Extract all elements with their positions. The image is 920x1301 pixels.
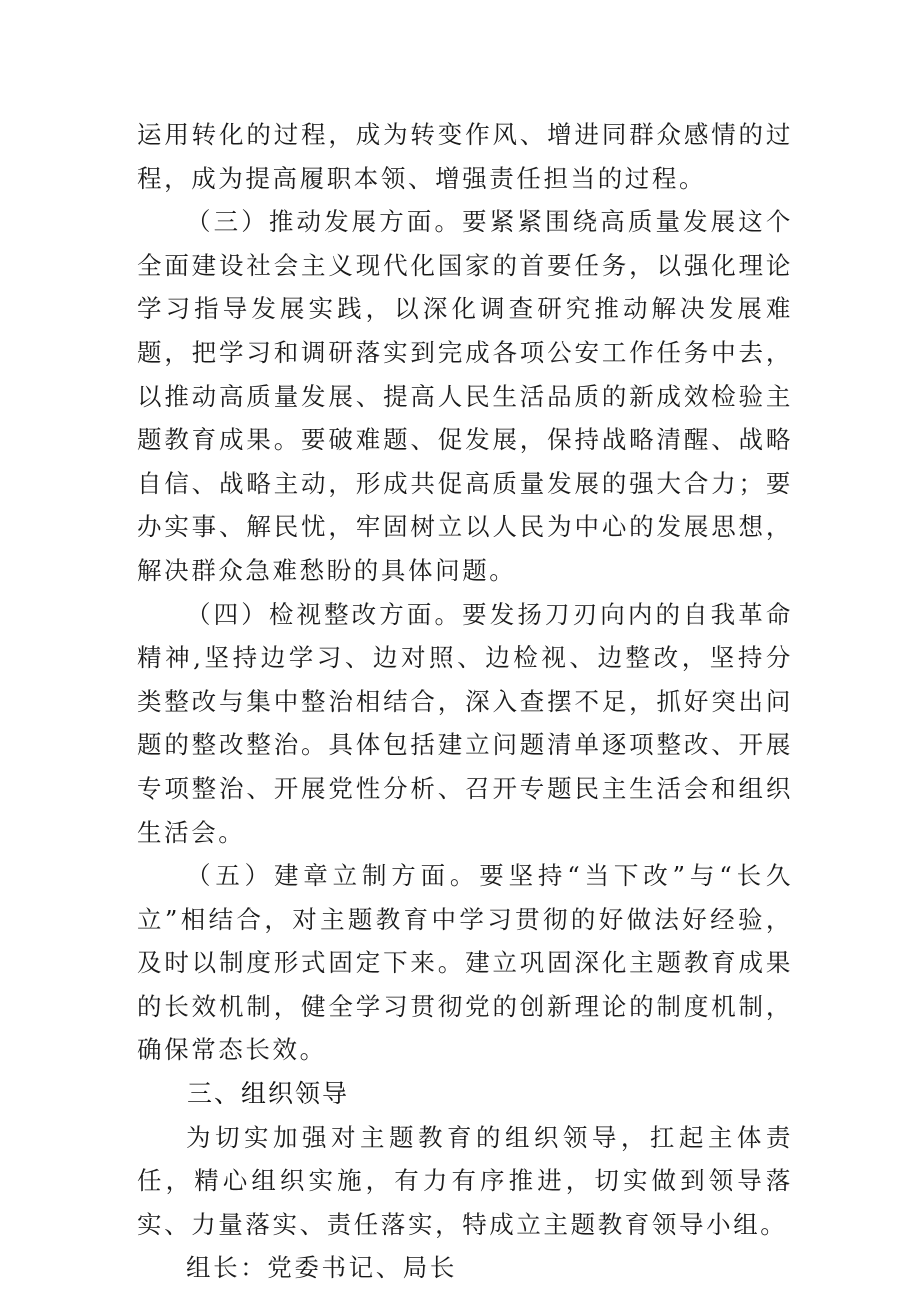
section-heading-organization-leadership: 三、组织领导 <box>187 1079 350 1109</box>
paragraph-continuation: 运用转化的过程，成为转变作风、增进同群众感情的过程，成为提高履职本领、增强责任担当的过程。 <box>137 120 793 193</box>
paragraph-inspection-rectification: （四）检视整改方面。要发扬刀刃向内的自我革命精神,坚持边学习、边对照、边检视、边整改，坚持分类整改与集中整治相结合，深入查摆不足，抓好突出问题的整改整治。具体包括建立问题清单逐项整改、开展专项整治、开展党性分析、召开专题民主生活会和组织生活会。 <box>137 599 793 847</box>
paragraph-group-leader: 组长：党委书记、局长 <box>186 1253 457 1283</box>
paragraph-organization-leadership: 为切实加强对主题教育的组织领导，扛起主体责任，精心组织实施，有力有序推进，切实做到领导落实、力量落实、责任落实，特成立主题教育领导小组。 <box>137 1122 793 1239</box>
paragraph-establish-institutions: （五）建章立制方面。要坚持“当下改”与“长久立”相结合，对主题教育中学习贯彻的好做法好经验，及时以制度形式固定下来。建立巩固深化主题教育成果的长效机制，健全学习贯彻党的创新理论的制度机制，确保常态长效。 <box>137 861 793 1065</box>
paragraph-promote-development: （三）推动发展方面。要紧紧围绕高质量发展这个全面建设社会主义现代化国家的首要任务，以强化理论学习指导发展实践，以深化调查研究推动解决发展难题，把学习和调研落实到完成各项公安工作任务中去，以推动高质量发展、提高人民生活品质的新成效检验主题教育成果。要破难题、促发展，保持战略清醒、战略自信、战略主动，形成共促高质量发展的强大合力；要办实事、解民忧，牢固树立以人民为中心的发展思想，解决群众急难愁盼的具体问题。 <box>137 207 793 585</box>
document-body <box>137 113 793 1290</box>
